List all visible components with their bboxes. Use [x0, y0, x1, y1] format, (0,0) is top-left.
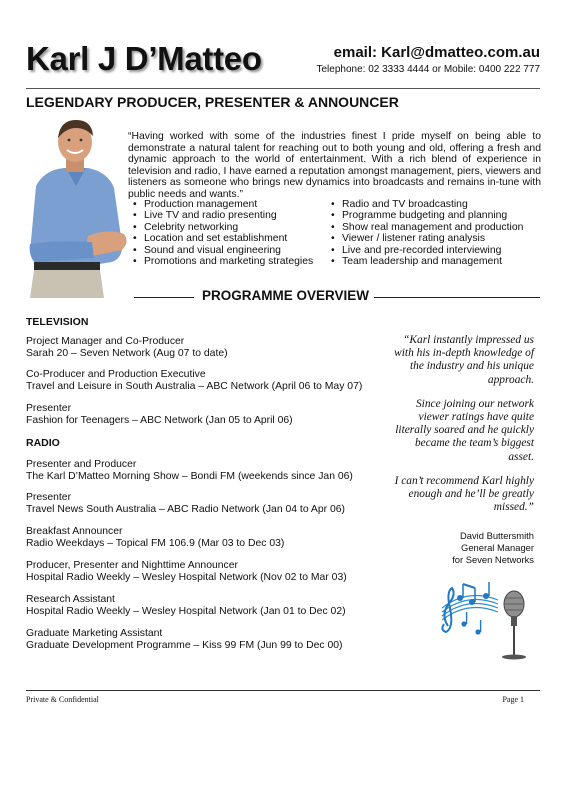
list-item [26, 403, 293, 427]
entry-detail: Travel and Leisure in South Australia – ABC Network (April 06 to May 07) [26, 381, 363, 393]
list-item [26, 492, 345, 516]
entry-detail: Fashion for Teenagers – ABC Network (Jan 05 to April 06) [26, 415, 293, 427]
entry-role: Co-Producer and Production Executive [26, 369, 206, 380]
testimonial-paragraph: “Karl instantly impressed us with his in-depth knowledge of the industry and his unique approach. [394, 334, 534, 386]
list-item [26, 369, 362, 393]
entry-role: Presenter [26, 492, 72, 503]
entry-detail: Radio Weekdays – Topical FM 106.9 (Mar 03 to Dec 03) [26, 538, 285, 550]
list-item: • Radio and TV broadcasting [331, 199, 523, 210]
footer-confidential: Private & Confidential [26, 695, 99, 704]
candidate-photo [26, 116, 130, 298]
candidate-name: Karl J D’Matteo [26, 40, 262, 77]
section-header [134, 288, 540, 306]
list-item [26, 459, 353, 483]
headline: LEGENDARY PRODUCER, PRESENTER & ANNOUNCER [26, 94, 399, 110]
entry-role: Presenter and Producer [26, 459, 137, 470]
entry-detail: Hospital Radio Weekly – Wesley Hospital Network (Jan 01 to Dec 02) [26, 606, 346, 618]
testimonial-paragraph: Since joining our network viewer ratings have quite literally soared and he quickly became the team’s biggest asset. [395, 397, 534, 463]
list-item: • Promotions and marketing strategies [133, 256, 313, 267]
entry-role: Project Manager and Co-Producer [26, 336, 185, 347]
phone-numbers: Telephone: 02 3333 4444 or Mobile: 0400 222 777 [316, 64, 540, 75]
header-divider [26, 88, 540, 89]
signatory-name: David Buttersmith [460, 530, 534, 541]
entry-role: Breakfast Announcer [26, 526, 123, 537]
section-rule-right [374, 297, 540, 298]
signatory-title: General Manager [461, 541, 534, 553]
entry-role: Presenter [26, 403, 72, 414]
list-item [26, 526, 284, 550]
entry-detail: The Karl D’Matteo Morning Show – Bondi FM (weekends since Jan 06) [26, 471, 353, 483]
list-item [26, 628, 342, 652]
contact-block [316, 44, 540, 75]
testimonial-signature [452, 530, 534, 565]
section-rule-left [134, 297, 194, 298]
category-television: TELEVISION [26, 316, 89, 328]
section-title: PROGRAMME OVERVIEW [202, 288, 370, 303]
signatory-company: for Seven Networks [452, 553, 534, 565]
entry-role: Research Assistant [26, 594, 115, 605]
entry-detail: Travel News South Australia – ABC Radio Network (Jan 04 to Apr 06) [26, 504, 345, 516]
list-item: • Programme budgeting and planning [331, 210, 523, 221]
testimonial-paragraph: I can’t recommend Karl highly enough and he’ll be greatly missed.” [394, 474, 534, 514]
testimonial-quote [392, 334, 534, 525]
list-item: • Production management [133, 199, 313, 210]
list-item: • Team leadership and management [331, 256, 523, 267]
entry-detail: Hospital Radio Weekly – Wesley Hospital Network (Nov 02 to Mar 03) [26, 572, 347, 584]
music-microphone-icon [438, 578, 532, 660]
list-item: • Viewer / listener rating analysis [331, 233, 523, 244]
page-number: Page 1 [502, 695, 524, 704]
list-item: • Celebrity networking [133, 222, 313, 233]
entry-detail: Graduate Development Programme – Kiss 99 FM (Jun 99 to Dec 00) [26, 640, 343, 652]
entry-role: Producer, Presenter and Nighttime Announcer [26, 560, 238, 571]
list-item: • Sound and visual engineering [133, 245, 313, 256]
skills-list-left [133, 199, 313, 267]
list-item [26, 560, 347, 584]
category-radio: RADIO [26, 437, 60, 449]
intro-quote: “Having worked with some of the industries finest I pride myself on being able to demonstrate a natural talent for reaching out to both young and old, offering a fresh and dynamic approach to the world of entertainment. With a rich blend of experience in television and radio, I have earned a reputation amongst management, piers, viewers and listeners as someone who brings new dynamics into broadcasts and remains in-tune with public needs and wants.” [128, 131, 541, 200]
list-item: • Live TV and radio presenting [133, 210, 313, 221]
list-item [26, 594, 346, 618]
footer-divider [26, 690, 540, 691]
entry-detail: Sarah 20 – Seven Network (Aug 07 to date) [26, 348, 228, 360]
list-item: • Live and pre-recorded interviewing [331, 245, 523, 256]
list-item: • Show real management and production [331, 222, 523, 233]
list-item [26, 336, 228, 360]
skills-list-right [331, 199, 523, 267]
list-item: • Location and set establishment [133, 233, 313, 244]
email-address: email: Karl@dmatteo.com.au [333, 44, 540, 61]
entry-role: Graduate Marketing Assistant [26, 628, 163, 639]
